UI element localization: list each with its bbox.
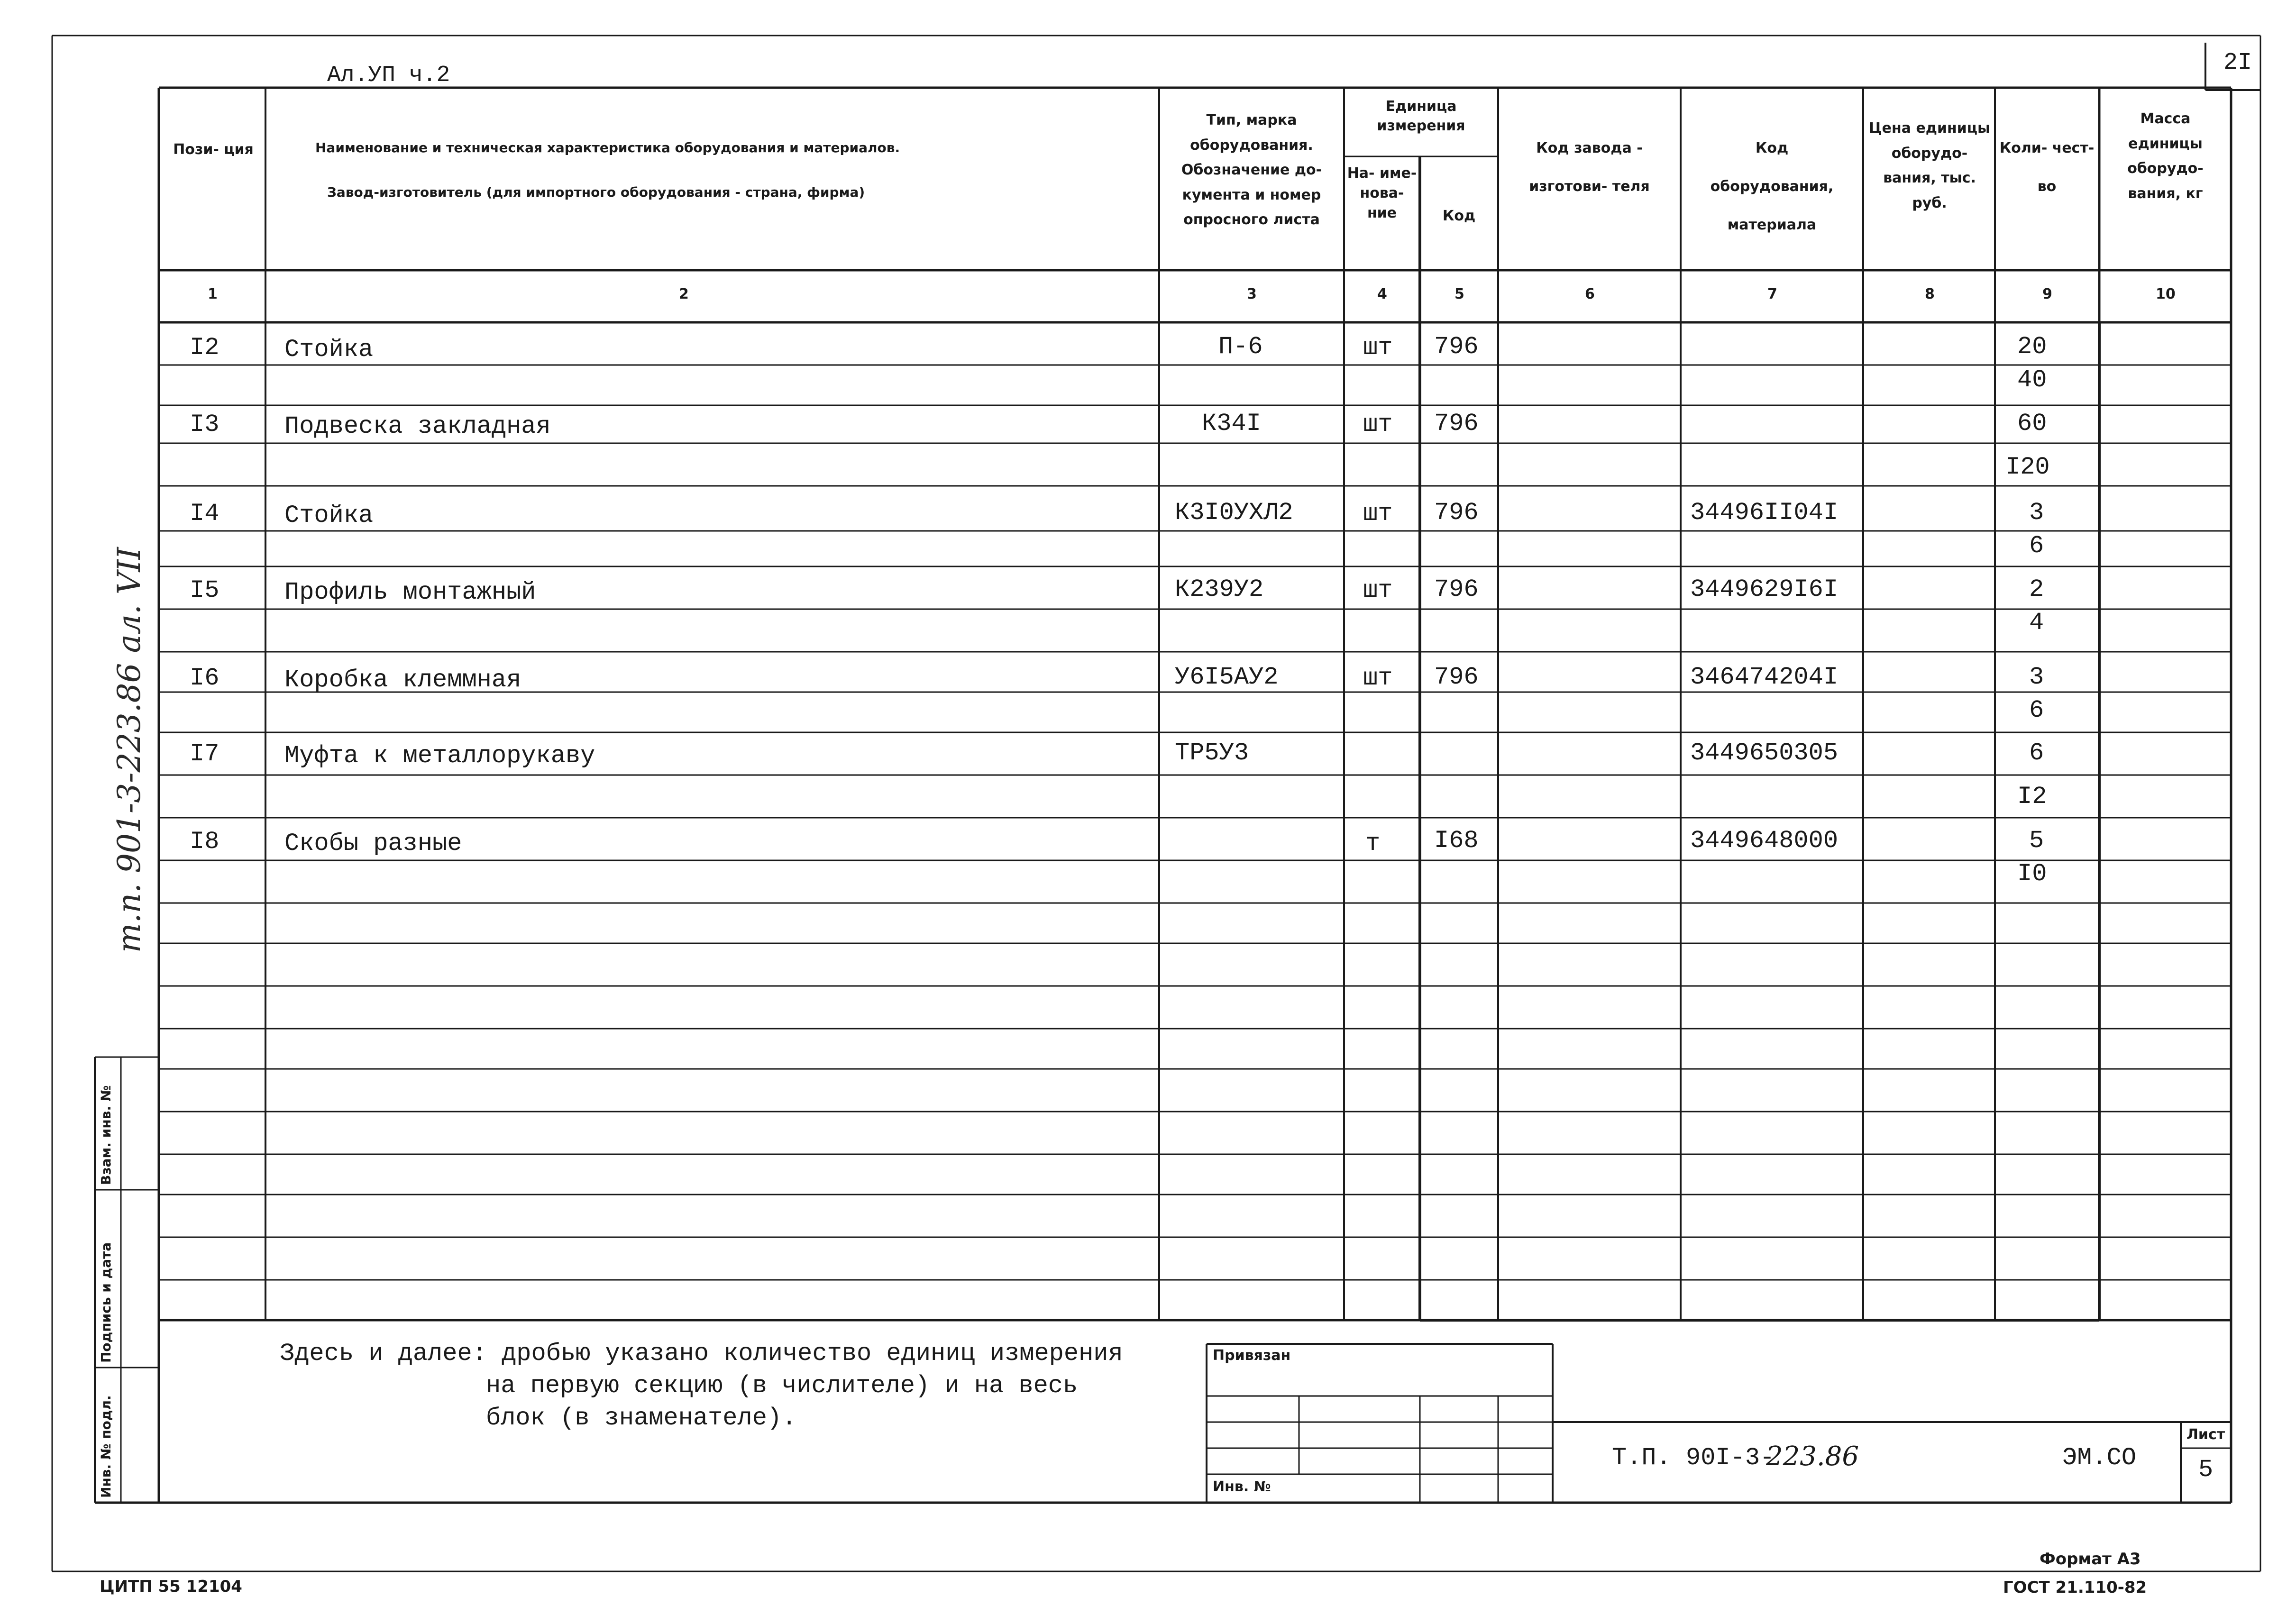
sheet-label: Ал.УП ч.2 (327, 63, 450, 88)
row-unit-code: 796 (1434, 663, 1479, 691)
footer-gost: ГОСТ 21.110-82 (2003, 1578, 2147, 1597)
row-type: К34I (1202, 410, 1261, 438)
row-quantity-block: I2 (2017, 783, 2047, 811)
stamp-podpis-data: Подпись и дата (98, 1242, 114, 1363)
stamp-vzam-inv: Взам. инв. № (98, 1085, 114, 1185)
header-name-line2: Завод-изготовитель (для импортного оборудования - страна, фирма) (327, 184, 865, 200)
row-position: I4 (190, 500, 220, 528)
row-unit: шт (1363, 334, 1393, 362)
row-unit: шт (1363, 576, 1393, 604)
header-name-line1: Наименование и техническая характеристика оборудования и материалов. (315, 140, 900, 155)
row-equipment-code: 3449650305 (1690, 739, 1839, 767)
note-line-2: на первую секцию (в числителе) и на весь (486, 1372, 1078, 1400)
header-unit-name: На- име- нова- ние (1347, 165, 1417, 221)
row-type: П-6 (1218, 333, 1263, 361)
row-quantity-block: I20 (2005, 453, 2050, 481)
row-position: I3 (190, 411, 220, 438)
col-number: 7 (1767, 286, 1777, 302)
header-quantity: Коли- чест- во (1999, 140, 2095, 195)
row-name: Подвеска закладная (284, 412, 551, 440)
row-name: Муфта к металлорукаву (284, 742, 595, 770)
note-line-3: блок (в знаменателе). (486, 1404, 797, 1432)
title-list-number: 5 (2198, 1456, 2214, 1484)
header-equipment-code: Код оборудования, материала (1710, 140, 1834, 233)
title-inv-no: Инв. № (1213, 1478, 1271, 1495)
header-mass: Масса единицы оборудо- вания, кг (2127, 110, 2204, 202)
row-unit-code: 796 (1434, 333, 1479, 361)
footer-format: Формат А3 (2040, 1550, 2141, 1569)
row-position: I5 (190, 576, 220, 604)
row-quantity-section: 2 (2029, 575, 2044, 603)
row-quantity-section: 60 (2017, 410, 2047, 438)
row-unit: шт (1363, 411, 1393, 438)
col-number: 6 (1585, 286, 1595, 302)
title-list-label: Лист (2186, 1426, 2225, 1443)
row-equipment-code: 3449648000 (1690, 827, 1839, 855)
row-name: Коробка клеммная (284, 666, 521, 694)
row-quantity-block: 6 (2029, 696, 2044, 724)
col-number: 5 (1454, 286, 1464, 302)
col-number: 10 (2156, 286, 2176, 302)
header-unit-code: Код (1442, 208, 1476, 224)
row-name: Скобы разные (284, 830, 462, 858)
row-unit-code: 796 (1434, 410, 1479, 438)
col-number: 1 (208, 286, 218, 302)
title-privyazan: Привязан (1213, 1347, 1291, 1364)
row-quantity-section: 3 (2029, 499, 2044, 527)
title-mark: ЭМ.СО (2062, 1444, 2137, 1472)
stamp-inv-podl: Инв. № подл. (98, 1395, 114, 1498)
row-type: К239У2 (1175, 575, 1264, 603)
title-doc-code: Т.П. 90I-3- (1612, 1444, 1775, 1472)
row-position: I8 (190, 828, 220, 856)
header-type: Тип, марка оборудования. Обозначение до- кумента и номер опросного листа (1181, 112, 1322, 228)
col-number: 4 (1377, 286, 1387, 302)
row-unit-code: 796 (1434, 499, 1479, 527)
row-quantity-section: 6 (2029, 739, 2044, 767)
side-handwritten-note: т.п. 901-3-223.86 ал. VII (111, 547, 147, 953)
row-unit-code: I68 (1434, 827, 1479, 855)
col-number: 8 (1925, 286, 1935, 302)
row-type: К3I0УХЛ2 (1175, 499, 1293, 527)
row-name: Профиль монтажный (284, 578, 536, 606)
row-unit: шт (1363, 664, 1393, 692)
row-name: Стойка (284, 502, 374, 529)
header-unit-group: Единица измерения (1377, 98, 1465, 134)
row-equipment-code: 34496II04I (1690, 499, 1839, 527)
header-factory-code: Код завода - изготови- теля (1529, 140, 1650, 195)
col-number: 3 (1247, 286, 1257, 302)
page-number: 2I (2223, 49, 2252, 76)
row-quantity-block: 40 (2017, 366, 2047, 394)
header-position: Пози- ция (173, 141, 254, 158)
row-type: У6I5АУ2 (1175, 663, 1279, 691)
row-quantity-section: 3 (2029, 663, 2044, 691)
header-price: Цена единицы оборудо- вания, тыс. руб. (1868, 120, 1991, 211)
row-unit: т (1365, 830, 1381, 858)
footer-left-code: ЦИТП 55 12104 (100, 1577, 242, 1596)
row-position: I2 (190, 334, 220, 362)
col-number: 2 (679, 286, 689, 302)
row-position: I7 (190, 740, 220, 768)
row-equipment-code: 346474204I (1690, 663, 1839, 691)
col-number: 9 (2042, 286, 2052, 302)
note-line-1: Здесь и далее: дробью указано количество единиц измерения (280, 1340, 1123, 1368)
row-position: I6 (190, 664, 220, 692)
row-type: ТР5У3 (1175, 739, 1249, 767)
row-name: Стойка (284, 336, 374, 364)
row-quantity-block: 6 (2029, 532, 2044, 560)
row-quantity-block: I0 (2017, 860, 2047, 888)
row-quantity-section: 5 (2029, 827, 2044, 855)
row-equipment-code: 3449629I6I (1690, 575, 1839, 603)
title-doc-code-handwritten: 223.86 (1766, 1441, 1859, 1472)
row-quantity-section: 20 (2017, 333, 2047, 361)
row-unit: шт (1363, 500, 1393, 528)
row-unit-code: 796 (1434, 575, 1479, 603)
row-quantity-block: 4 (2029, 609, 2044, 637)
